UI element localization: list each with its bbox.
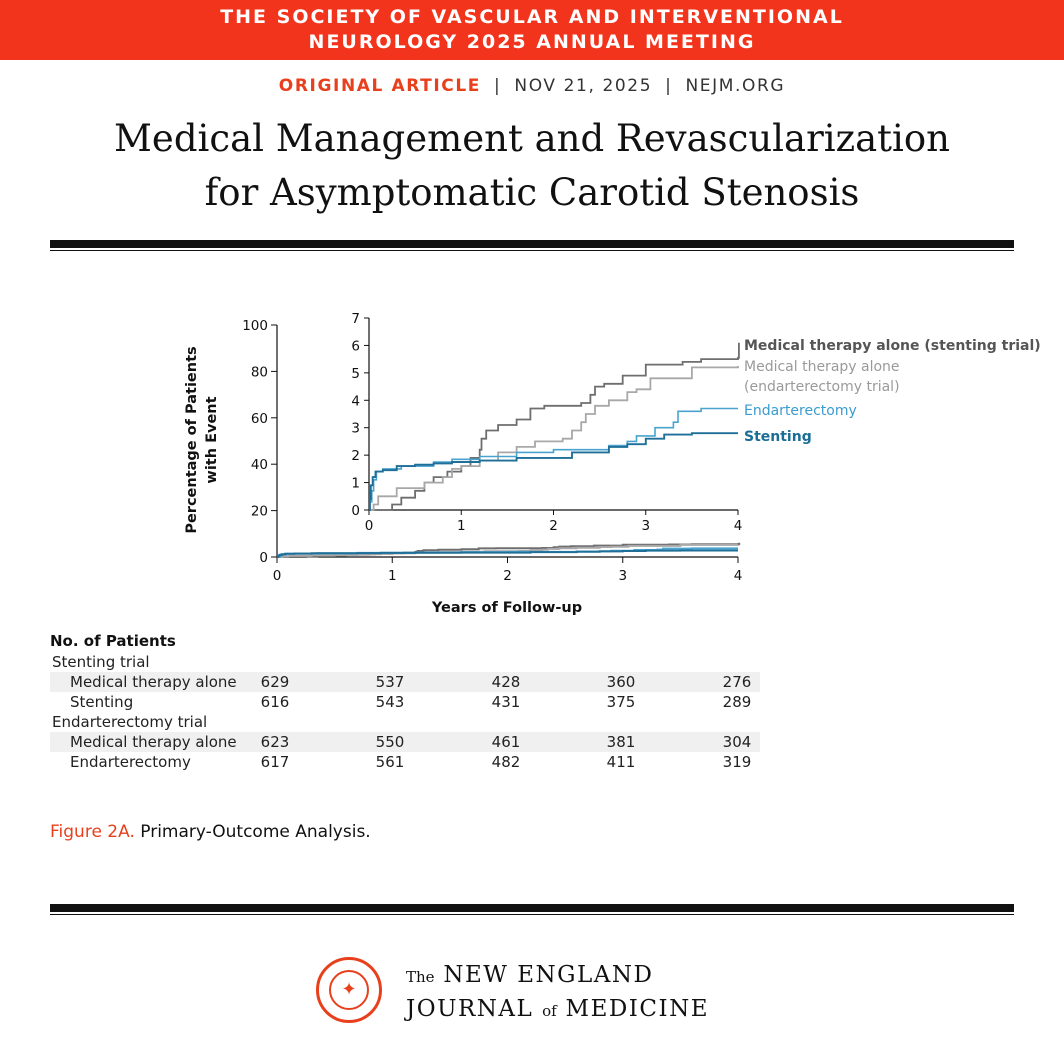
risk-row	[50, 752, 760, 772]
title-line-1: Medical Management and Revascularization	[114, 117, 950, 160]
banner-line-2: NEUROLOGY 2025 ANNUAL MEETING	[308, 31, 756, 53]
risk-count: 411	[606, 753, 636, 771]
article-title	[0, 112, 1064, 220]
title-line-2: for Asymptomatic Carotid Stenosis	[204, 171, 860, 214]
inset-y-tick-label: 1	[351, 475, 360, 492]
journal-wordmark	[406, 959, 709, 1027]
main-x-tick-label: 1	[387, 568, 397, 584]
journal-name-of: of	[542, 1002, 557, 1020]
risk-row	[50, 672, 760, 692]
meta-separator: |	[494, 76, 502, 96]
risk-row-label: Endarterectomy	[70, 753, 191, 771]
nejm-seal-icon: ✦	[316, 957, 382, 1023]
article-meta	[0, 76, 1064, 96]
meeting-banner	[0, 0, 1064, 60]
main-y-tick-label: 80	[250, 364, 268, 381]
main-y-tick-label: 20	[250, 503, 268, 520]
risk-count: 543	[375, 693, 405, 711]
article-site: NEJM.ORG	[685, 76, 786, 96]
main-y-tick-label: 40	[250, 457, 268, 474]
legend-stenting: Stenting	[744, 429, 812, 445]
figure-number: Figure 2A.	[50, 822, 135, 842]
y-axis-label-line-2: with Event	[204, 396, 220, 484]
main-x-tick-label: 0	[272, 568, 282, 584]
inset-series-line-stenting	[369, 433, 738, 510]
main-x-tick-label: 4	[733, 568, 743, 584]
risk-row-label: Medical therapy alone	[70, 673, 237, 691]
primary-outcome-chart	[0, 290, 1064, 630]
main-y-tick-label: 60	[250, 410, 268, 427]
number-at-risk-table	[50, 630, 760, 772]
journal-name-journal: JOURNAL	[406, 996, 534, 1022]
risk-count: 616	[260, 693, 290, 711]
risk-count: 431	[491, 693, 521, 711]
risk-count: 319	[722, 753, 752, 771]
inset-y-tick-label: 6	[351, 338, 360, 355]
risk-count: 360	[606, 673, 636, 691]
journal-footer	[316, 955, 756, 1035]
legend-medical-endarterectomy-line-2: (endarterectomy trial)	[744, 379, 900, 395]
risk-count: 461	[491, 733, 521, 751]
series-layer	[277, 343, 739, 557]
legend-medical-endarterectomy-line-1: Medical therapy alone	[744, 359, 900, 375]
inset-x-tick-label: 0	[364, 518, 374, 534]
figure-title: Primary-Outcome Analysis.	[140, 822, 371, 842]
figure-caption	[50, 822, 371, 842]
risk-row	[50, 732, 760, 752]
risk-row	[50, 692, 760, 712]
inset-x-tick-label: 3	[641, 518, 651, 534]
inset-x-tick-label: 2	[549, 518, 558, 534]
risk-count: 304	[722, 733, 752, 751]
inset-x-tick-label: 4	[733, 518, 743, 534]
article-date: NOV 21, 2025	[514, 76, 653, 96]
risk-count: 617	[260, 753, 290, 771]
risk-count: 623	[260, 733, 290, 751]
journal-the: The	[406, 968, 435, 986]
meta-separator: |	[665, 76, 673, 96]
article-kind: ORIGINAL ARTICLE	[278, 76, 482, 96]
risk-count: 276	[722, 673, 752, 691]
risk-count: 381	[606, 733, 636, 751]
risk-count: 561	[375, 753, 405, 771]
chart-legend	[744, 338, 1041, 445]
risk-count: 629	[260, 673, 290, 691]
main-x-tick-label: 3	[618, 568, 628, 584]
risk-count: 482	[491, 753, 521, 771]
banner-line-1: THE SOCIETY OF VASCULAR AND INTERVENTIONAL	[220, 6, 844, 28]
risk-row-label: Stenting	[70, 693, 134, 711]
risk-count: 428	[491, 673, 521, 691]
inset-series-line-endarterectomy	[369, 409, 738, 511]
risk-count: 289	[722, 693, 752, 711]
inset-x-tick-label: 1	[456, 518, 466, 534]
risk-row-label: Medical therapy alone	[70, 733, 237, 751]
risk-count: 375	[606, 693, 636, 711]
x-axis-label: Years of Follow-up	[431, 600, 583, 616]
risk-group-label: Endarterectomy trial	[52, 713, 208, 731]
main-x-tick-label: 2	[503, 568, 512, 584]
axis-labels	[184, 346, 582, 616]
inset-y-tick-label: 5	[351, 365, 360, 382]
inset-y-tick-label: 0	[351, 503, 360, 519]
main-y-tick-label: 100	[242, 318, 268, 334]
top-divider	[50, 240, 1014, 251]
inset-y-tick-label: 4	[351, 393, 360, 410]
risk-table-title: No. of Patients	[50, 632, 176, 650]
journal-name-line-1: NEW ENGLAND	[443, 962, 654, 988]
inset-y-tick-label: 2	[351, 448, 360, 465]
inset-y-tick-label: 3	[351, 420, 360, 437]
main-y-tick-label: 0	[259, 550, 268, 566]
risk-group-label: Stenting trial	[52, 653, 150, 671]
journal-name-medicine: MEDICINE	[565, 996, 709, 1022]
legend-medical-stenting: Medical therapy alone (stenting trial)	[744, 338, 1041, 354]
risk-count: 537	[375, 673, 405, 691]
legend-endarterectomy: Endarterectomy	[744, 403, 857, 419]
bottom-divider	[50, 904, 1014, 915]
inset-series-line-medical_endarterectomy	[369, 366, 738, 510]
y-axis-label-line-1: Percentage of Patients	[184, 346, 200, 534]
risk-count: 550	[375, 733, 405, 751]
inset-y-tick-label: 7	[351, 311, 360, 327]
inset-axes	[351, 311, 742, 534]
